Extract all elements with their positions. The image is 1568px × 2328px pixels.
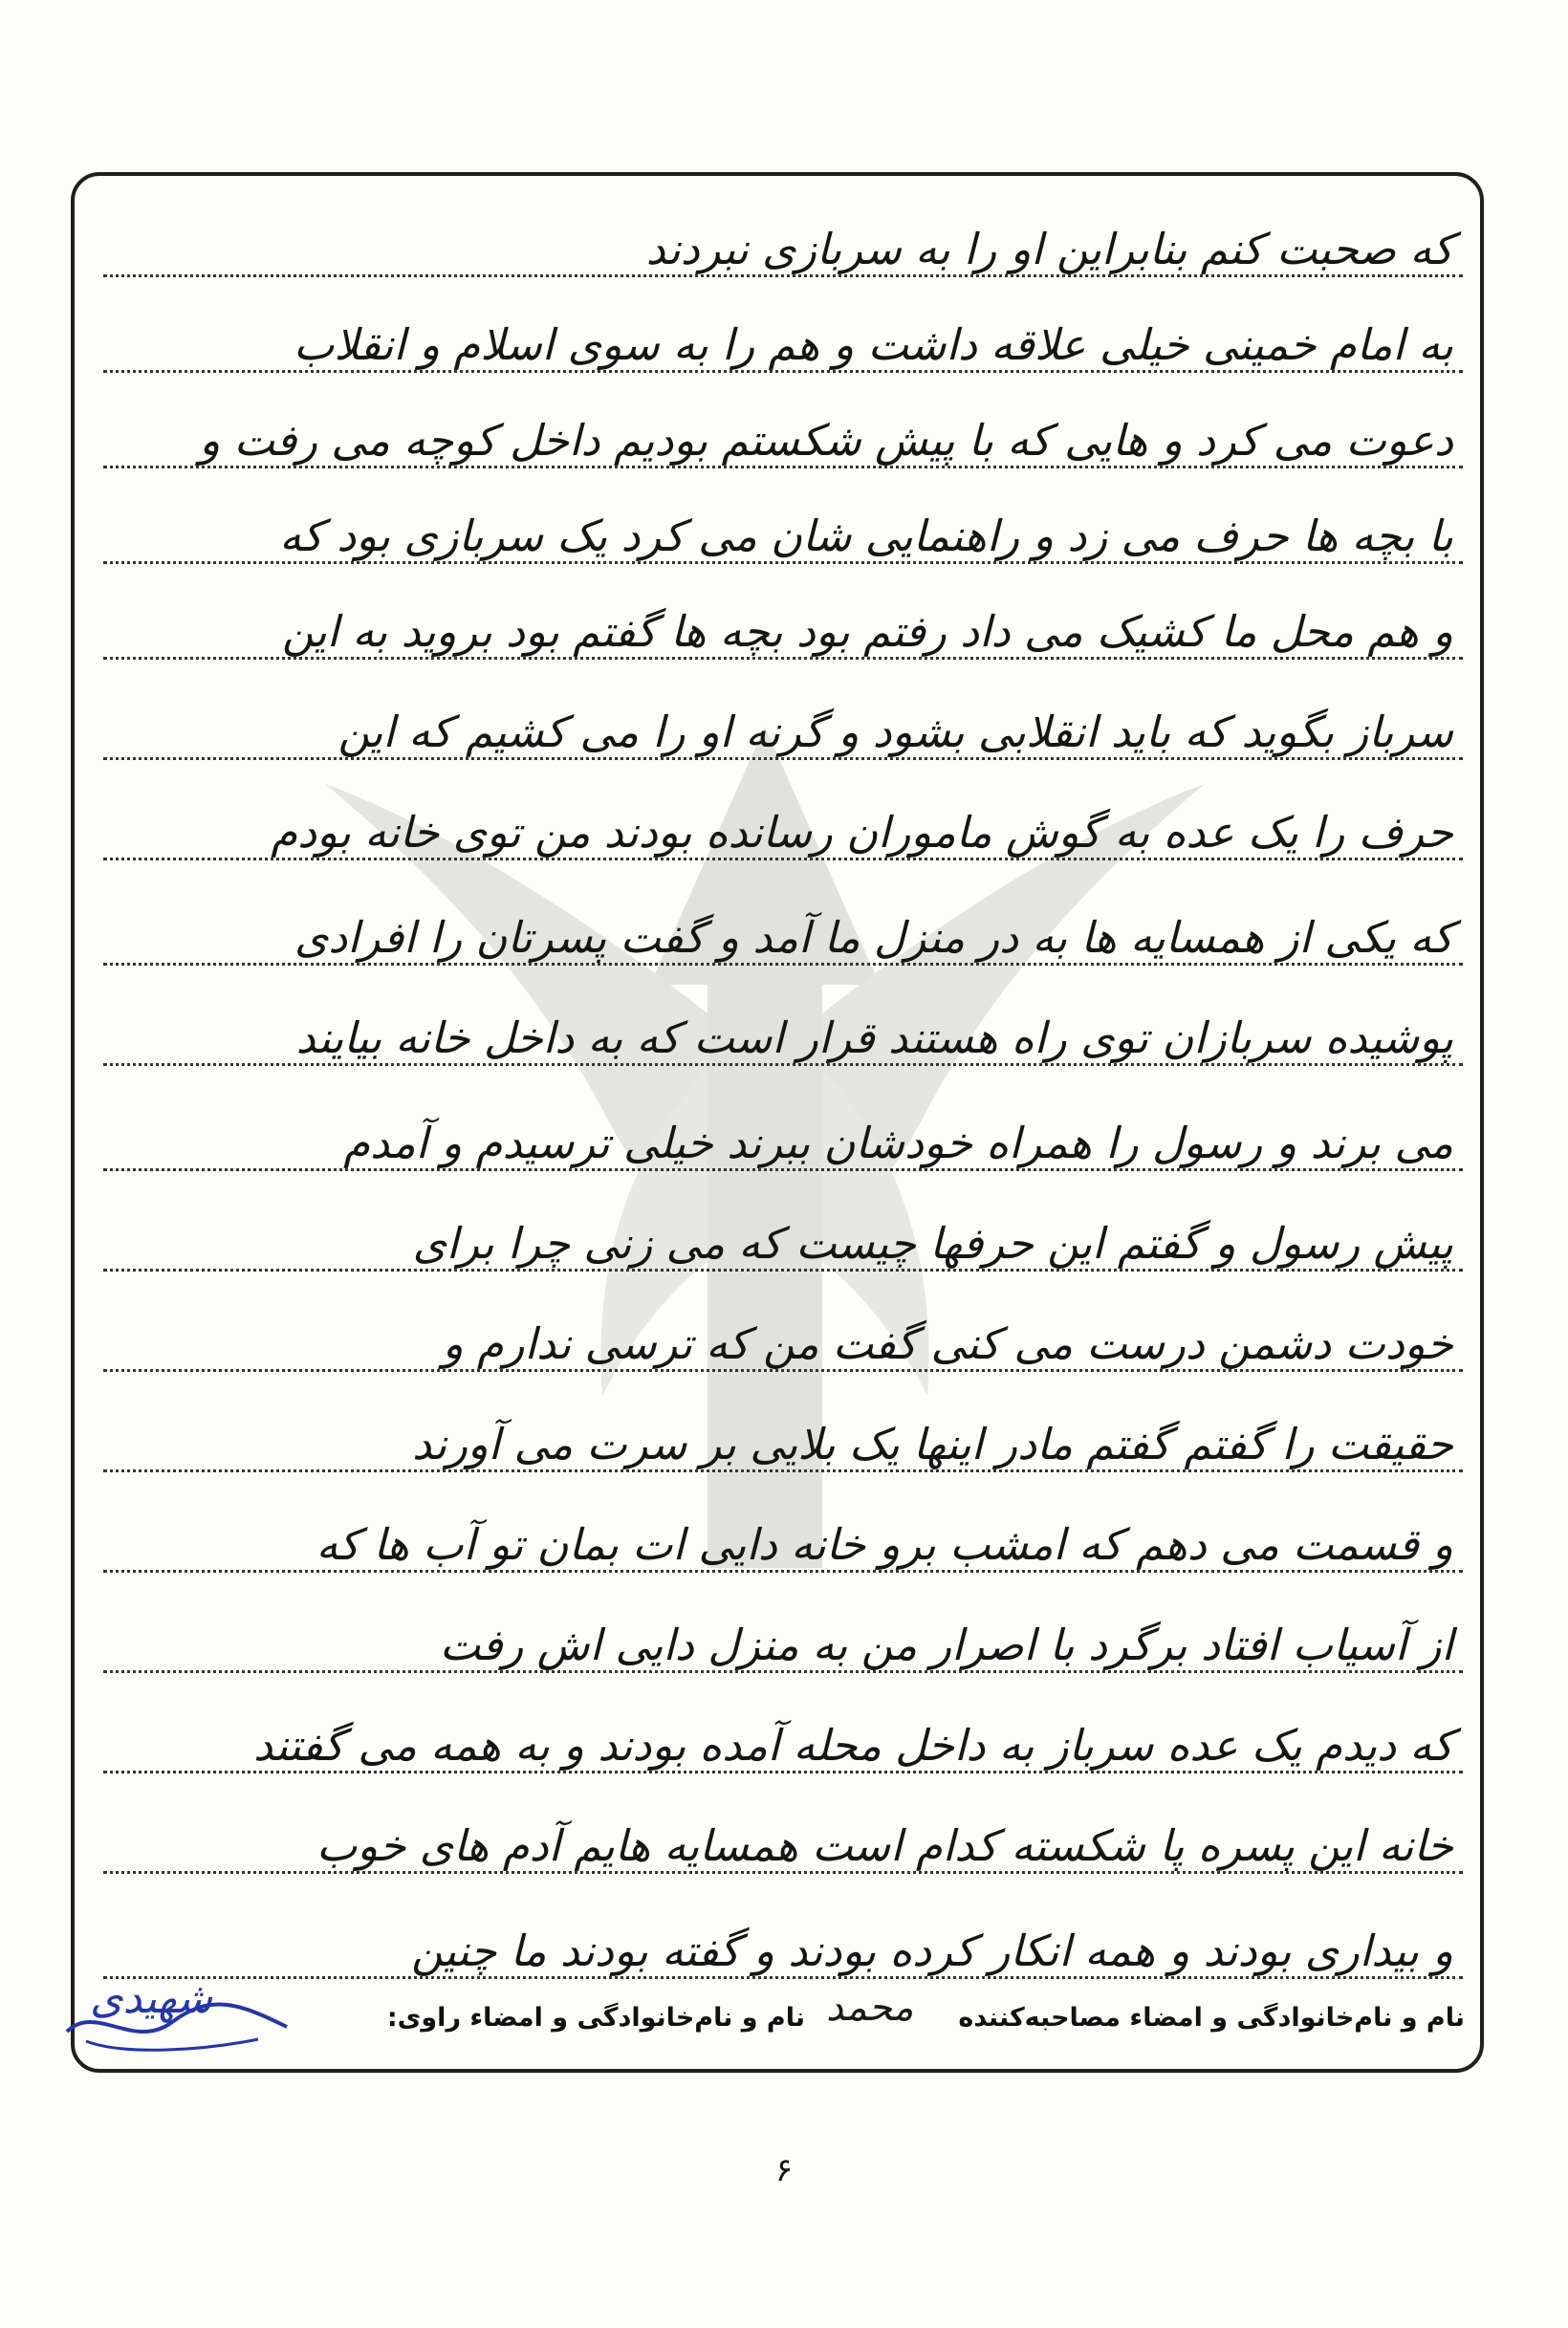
line-text: و هم محل ما کشیک می داد رفتم بود بچه ها گفتم بود بروید به این [281,606,1453,657]
narrator-signature: شهیدی [90,1974,212,2023]
line-text: حقیقت را گفتم گفتم مادر اینها یک بلایی بر سرت می آورند [412,1419,1453,1469]
handwritten-line [103,1477,1463,1573]
line-text: می برند و رسول را همراه خودشان ببرند خیلی ترسیدم و آمدم [343,1118,1453,1168]
handwritten-line [103,1778,1463,1874]
handwritten-line [103,1678,1463,1773]
line-text: که صحبت کنم بنابراین او را به سربازی نبردند [645,224,1453,274]
line-text: خانه این پسره پا شکسته کدام است همسایه هایم آدم های خوب [316,1820,1453,1871]
line-text: خودت دشمن درست می کنی گفت من که ترسی ندارم و [442,1318,1453,1369]
interviewer-label: نام و نام‌خانوادگی و امضاء مصاحبه‌کننده [958,2003,1465,2033]
line-text: با بچه ها حرف می زد و راهنمایی شان می کرد یک سربازی بود که [279,511,1453,561]
line-text: سرباز بگوید که باید انقلابی بشود و گرنه او را می کشیم که این [338,707,1453,757]
narrator-label: نام و نام‌خانوادگی و امضاء راوی: [386,2003,805,2033]
handwritten-line [103,870,1463,966]
handwritten-line [103,1276,1463,1372]
line-text: و قسمت می دهم که امشب برو خانه دایی ات بمان تو آب ها که [316,1519,1453,1570]
handwritten-line [103,765,1463,860]
interviewer-signature: محمد [826,1986,914,2030]
handwritten-line [103,468,1463,564]
handwritten-line [103,277,1463,373]
line-text: که یکی از همسایه ها به در منزل ما آمد و گفت پسرتان را افرادی [294,912,1453,963]
page-number: ۶ [774,2151,794,2189]
handwritten-line [103,373,1463,468]
narrator-signature-scribble [57,1984,306,2060]
handwritten-line [103,1577,1463,1673]
line-text: که دیدم یک عده سرباز به داخل محله آمده بودند و به همه می گفتند [252,1720,1453,1771]
line-text: به امام خمینی خیلی علاقه داشت و هم را به سوی اسلام و انقلاب [294,319,1453,370]
line-text: و بیداری بودند و همه انکار کرده بودند و گفته بودند ما چنین [411,1925,1453,1976]
handwritten-line [103,564,1463,660]
line-text: از آسیاب افتاد برگرد با اصرار من به منزل دایی اش رفت [439,1620,1453,1670]
handwritten-line [103,1377,1463,1472]
line-text: دعوت می کرد و هایی که با پیش شکستم بودیم داخل کوچه می رفت و [199,415,1453,466]
line-text: پوشیده سربازان توی راه هستند قرار است که به داخل خانه بیایند [295,1012,1453,1063]
line-text: پیش رسول و گفتم این حرفها چیست که می زنی چرا برای [412,1218,1453,1269]
handwritten-line [103,1076,1463,1171]
handwritten-line [103,1176,1463,1272]
handwritten-line [103,182,1463,277]
handwritten-line [103,1883,1463,1979]
line-text: حرف را یک عده به گوش ماموران رسانده بودند من توی خانه بودم [271,807,1453,858]
handwritten-line [103,664,1463,760]
handwritten-line [103,970,1463,1066]
